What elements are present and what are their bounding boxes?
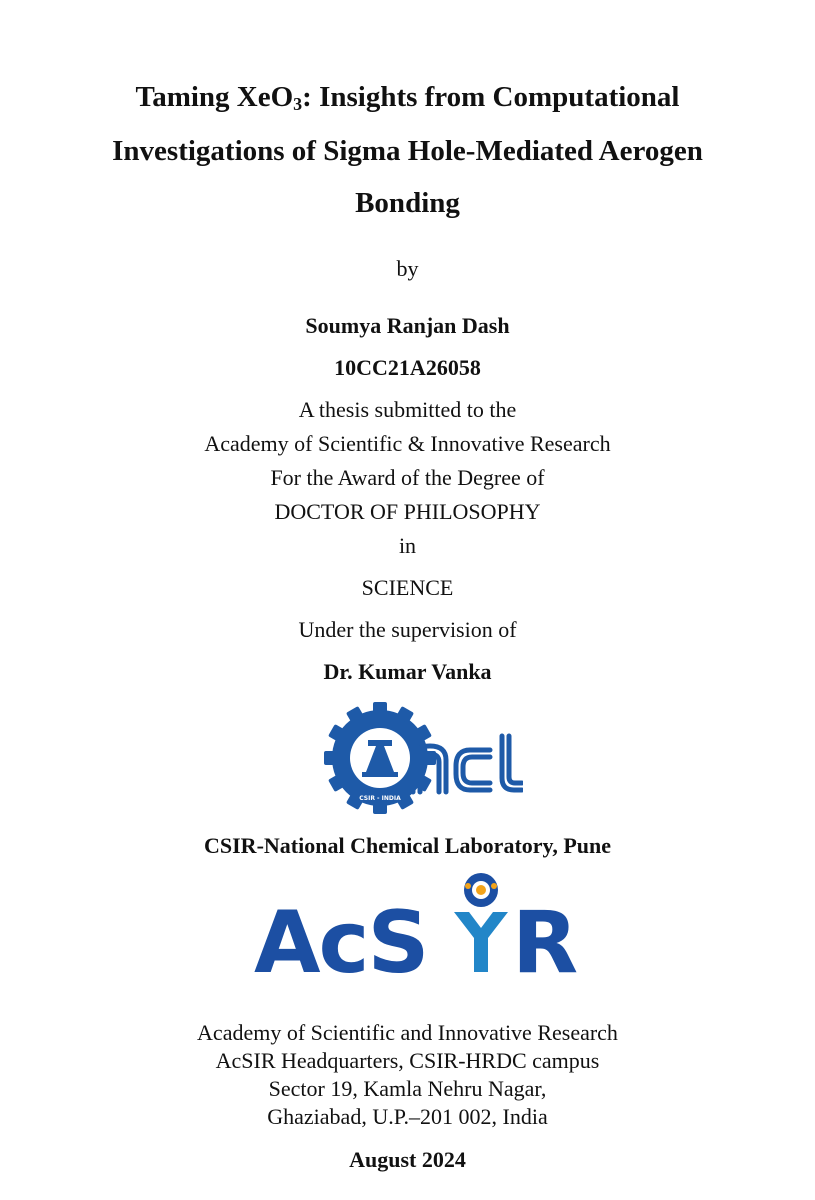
- thesis-title-line-1: Taming XeO$_3$: Insights from Computational: [135, 81, 680, 114]
- seal-text-bottom: CSIR - INDIA: [359, 795, 401, 802]
- acsir-text-left: AcS: [254, 893, 428, 980]
- acsir-text-right: R: [512, 893, 579, 980]
- address-line-1: Academy of Scientific and Innovative Research: [197, 1020, 618, 1045]
- acsir-logo: [254, 868, 584, 980]
- submission-line-1: A thesis submitted to the: [298, 397, 517, 422]
- in-label: in: [398, 533, 417, 558]
- supervisor-name: Dr. Kumar Vanka: [323, 659, 492, 684]
- thesis-title-line-3: Bonding: [355, 187, 460, 219]
- acsir-emblem-icon: [464, 873, 498, 907]
- submission-line-2: Academy of Scientific & Innovative Research: [204, 431, 611, 456]
- supervision-label: Under the supervision of: [298, 617, 517, 642]
- submission-date: August 2024: [349, 1147, 466, 1172]
- degree-name: DOCTOR OF PHILOSOPHY: [274, 499, 541, 524]
- ncl-logo: [318, 700, 523, 820]
- author-name: Soumya Ranjan Dash: [305, 313, 510, 338]
- thesis-title-line-2: Investigations of Sigma Hole-Mediated Aerogen: [112, 135, 703, 167]
- institution-name: CSIR-National Chemical Laboratory, Pune: [204, 833, 611, 858]
- field-name: SCIENCE: [361, 575, 454, 600]
- address-line-4: Ghaziabad, U.P.–201 002, India: [267, 1104, 548, 1129]
- submission-line-3: For the Award of the Degree of: [270, 465, 545, 490]
- by-label: by: [396, 256, 419, 281]
- enrollment-number: 10CC21A26058: [334, 355, 481, 380]
- acsir-y-mark: [454, 912, 508, 972]
- address-line-2: AcSIR Headquarters, CSIR-HRDC campus: [215, 1048, 600, 1073]
- address-line-3: Sector 19, Kamla Nehru Nagar,: [268, 1076, 547, 1101]
